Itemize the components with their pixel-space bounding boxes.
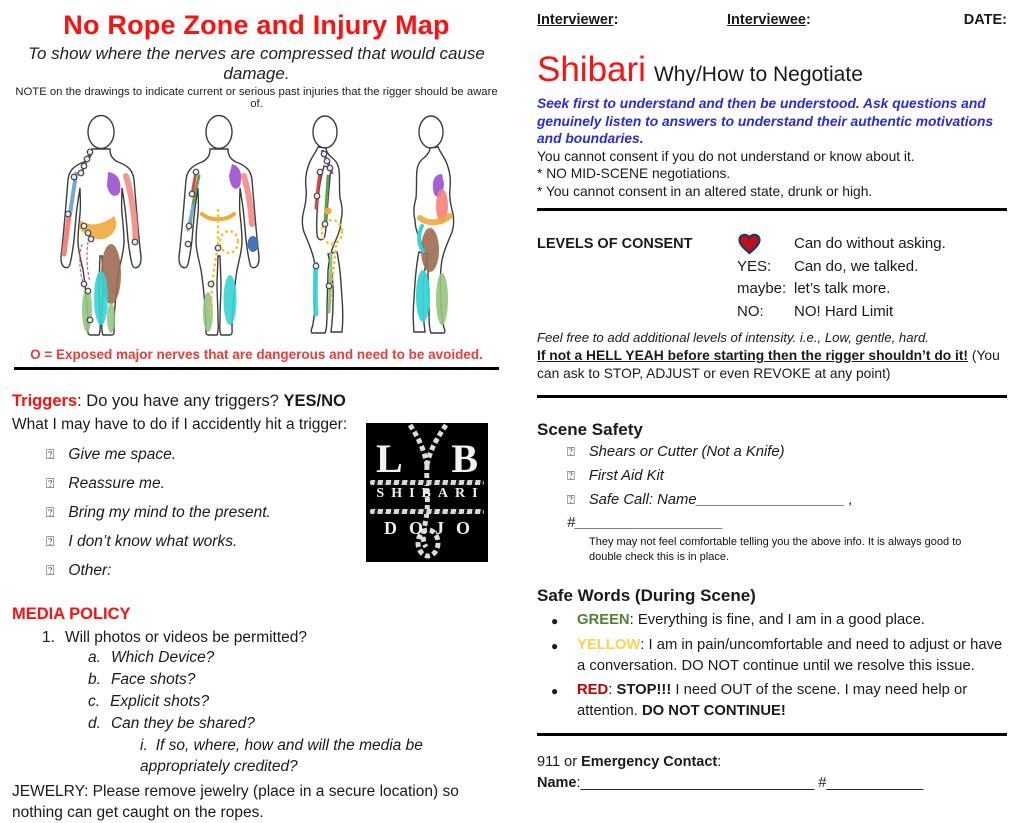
consent-line: * You cannot consent in an altered state, drunk or high. (537, 183, 873, 199)
media-policy-heading: MEDIA POLICY (12, 605, 131, 623)
emergency-line2 (537, 773, 1007, 794)
levels-key: NO: (737, 302, 764, 320)
emergency-phone-blank[interactable]: #____________ (814, 774, 924, 791)
scene-safety-label: First Aid Kit (588, 468, 664, 484)
shibari-title-row (537, 50, 1007, 90)
red-stop-text: STOP!!! (616, 681, 672, 698)
media-policy-sub-item (88, 713, 501, 735)
list-letter: d. (88, 715, 101, 732)
safe-word-red (551, 680, 1007, 723)
scene-safety-safe-call (567, 488, 1007, 535)
bullet-icon: ● (551, 638, 559, 653)
form-header (537, 12, 1007, 28)
safe-call-mid: , # (567, 492, 853, 531)
emergency-name-label: Name (537, 774, 577, 791)
levels-row (737, 278, 946, 301)
trigger-option-label: Bring my mind to the present. (68, 504, 271, 521)
drawings-note: NOTE on the drawings to indicate current or serious past injuries that the rigger should be aware of. (15, 86, 498, 110)
levels-heading: LEVELS OF CONSENT (537, 236, 693, 252)
emergency-line1: 911 or Emergency Contact: (537, 753, 722, 770)
yellow-text: : I am in pain/uncomfortable and need to adjust or have a conversation. DO NOT continue until we resolve this issue. (577, 636, 1003, 674)
logo-letter-b: B (451, 436, 478, 481)
trigger-option-label: Other: (68, 562, 112, 579)
bullet-icon: ● (551, 614, 559, 628)
list-roman: i. (140, 737, 148, 754)
heart-icon (737, 233, 794, 256)
safe-word-green (551, 610, 1007, 633)
body-figure-side-left (302, 116, 342, 333)
trigger-option-label: Reassure me. (68, 475, 165, 492)
body-figure-side-right (413, 116, 453, 333)
levels-heart-text: Can do without asking. (794, 235, 946, 252)
logo-letter-l: L (376, 436, 403, 481)
levels-row (737, 301, 946, 324)
checkbox-icon[interactable]: ⍰ (567, 444, 575, 459)
page-title: No Rope Zone and Injury Map (63, 10, 450, 40)
shibari-dojo-logo (366, 423, 488, 562)
rope-band (370, 509, 484, 514)
hell-yeah-bold: If not a HELL YEAH before starting then the rigger shouldn’t do it! (537, 348, 969, 363)
triggers-question: : Do you have any triggers? (77, 392, 284, 410)
levels-key: YES: (737, 257, 772, 275)
media-policy-q1 (42, 629, 501, 647)
trigger-option-label: Give me space. (68, 446, 177, 463)
list-letter: b. (88, 671, 101, 688)
safe-word-yellow (551, 635, 1007, 678)
red-text: I need OUT of the scene. I may need help or attention. (577, 681, 968, 719)
red-colon: : (608, 681, 617, 698)
intensity-note: Feel free to add additional levels of intensity. i.e., Low, gentle, hard. (537, 330, 929, 345)
list-letter: a. (88, 649, 101, 666)
date-label: DATE: (963, 12, 1007, 28)
levels-of-consent (537, 233, 1007, 323)
map-legend: O = Exposed major nerves that are dangerous and need to be avoided. (30, 347, 483, 362)
levels-key: maybe: (737, 280, 787, 297)
checkbox-icon[interactable]: ⍰ (567, 468, 575, 483)
checkbox-icon[interactable]: ⍰ (46, 504, 55, 520)
logo-word-shibari: SHIBARI (376, 486, 485, 501)
red-label: RED (577, 681, 609, 698)
scene-safety-item (567, 440, 1007, 464)
green-label: GREEN (577, 612, 630, 628)
media-sub-label: Explicit shots? (110, 693, 210, 710)
red-do-not-continue: DO NOT CONTINUE! (642, 703, 786, 719)
shibari-title: Shibari (537, 50, 646, 89)
checkbox-icon[interactable]: ⍰ (46, 446, 55, 462)
shibari-title-suffix: Why/How to Negotiate (653, 63, 863, 86)
list-number: 1. (42, 629, 55, 646)
divider (537, 395, 1007, 398)
emergency-name-blank[interactable]: :_____________________________ (576, 774, 815, 791)
page-subtitle: To show where the nerves are compressed that would cause damage. (28, 44, 485, 83)
consent-line: * NO MID-SCENE negotiations. (537, 166, 731, 181)
logo-word-dojo: DOJO (383, 518, 482, 538)
consent-line: You cannot consent if you do not understand or know about it. (537, 148, 915, 164)
green-text: : Everything is fine, and I am in a good place. (629, 612, 925, 628)
yellow-label: YELLOW (577, 636, 641, 653)
media-policy-sub-item (88, 647, 501, 669)
trigger-option-label: I don’t know what works. (68, 533, 238, 550)
body-map-figures (26, 114, 488, 342)
safe-call-name-blank[interactable]: __________________ (696, 492, 845, 508)
triggers-intro: What I may have to do if I accidently hit a trigger: (12, 416, 348, 433)
levels-value: Can do, we talked. (794, 257, 919, 275)
scene-safety-heading: Scene Safety (537, 420, 643, 439)
safe-words-heading: Safe Words (During Scene) (537, 586, 756, 605)
levels-row-heart (737, 233, 946, 256)
scene-safety-label: Shears or Cutter (Not a Knife) (588, 444, 785, 460)
list-letter: c. (88, 693, 101, 710)
body-map (12, 114, 501, 347)
media-policy-sub-item (88, 669, 501, 691)
left-column (0, 0, 511, 821)
checkbox-icon[interactable]: ⍰ (567, 492, 575, 507)
levels-row (737, 256, 946, 279)
safe-words-list (537, 610, 1007, 723)
jewelry-note: JEWELRY: Please remove jewelry (place in a secure location) so nothing can get caught on the ropes. (12, 783, 459, 821)
safe-call-note: They may not feel comfortable telling you the above info. It is always good to double check this is in place. (589, 536, 962, 563)
safe-call-label: Safe Call: Name (588, 492, 697, 508)
hell-yeah-rule (537, 347, 1007, 383)
media-policy-sub-item (88, 691, 501, 713)
triggers-answer: YES/NO (283, 392, 346, 410)
body-figure-front (61, 116, 141, 336)
interviewer-label: Interviewer: (537, 12, 619, 28)
divider (14, 367, 499, 370)
levels-grid (737, 233, 946, 323)
triggers-heading (12, 392, 501, 411)
media-sub-label: Face shots? (110, 671, 196, 688)
right-column (511, 0, 1023, 791)
safe-call-number-blank[interactable]: __________________ (575, 515, 724, 531)
media-sub-label: Which Device? (110, 649, 215, 666)
bullet-icon: ● (551, 683, 559, 698)
emergency-contact (537, 752, 1007, 794)
media-sub-i-label: If so, where, how and will the media be appropriately credited? (140, 737, 423, 775)
divider (537, 733, 1007, 736)
body-figure-back (179, 116, 259, 336)
checkbox-icon[interactable]: ⍰ (46, 533, 55, 549)
levels-value: let’s talk more. (794, 280, 891, 297)
interviewee-label: Interviewee: (727, 12, 811, 28)
divider (537, 208, 1007, 211)
levels-value: NO! Hard Limit (794, 302, 894, 320)
media-policy-sub-i (140, 735, 470, 777)
scene-safety-item (567, 464, 1007, 488)
triggers-label: Triggers (12, 392, 78, 410)
checkbox-icon[interactable]: ⍰ (46, 562, 55, 578)
hell-yeah-suffix: (You can ask to STOP, ADJUST or even REVOKE at any point) (537, 348, 1000, 381)
seek-first-note: Seek first to understand and then be understood. Ask questions and genuinely listen to answers to understand their authentic motivations and boundaries. (537, 96, 994, 146)
media-sub-label: Can they be shared? (110, 715, 255, 732)
media-policy-q1-text: Will photos or videos be permitted? (64, 629, 308, 646)
checkbox-icon[interactable]: ⍰ (46, 475, 55, 491)
